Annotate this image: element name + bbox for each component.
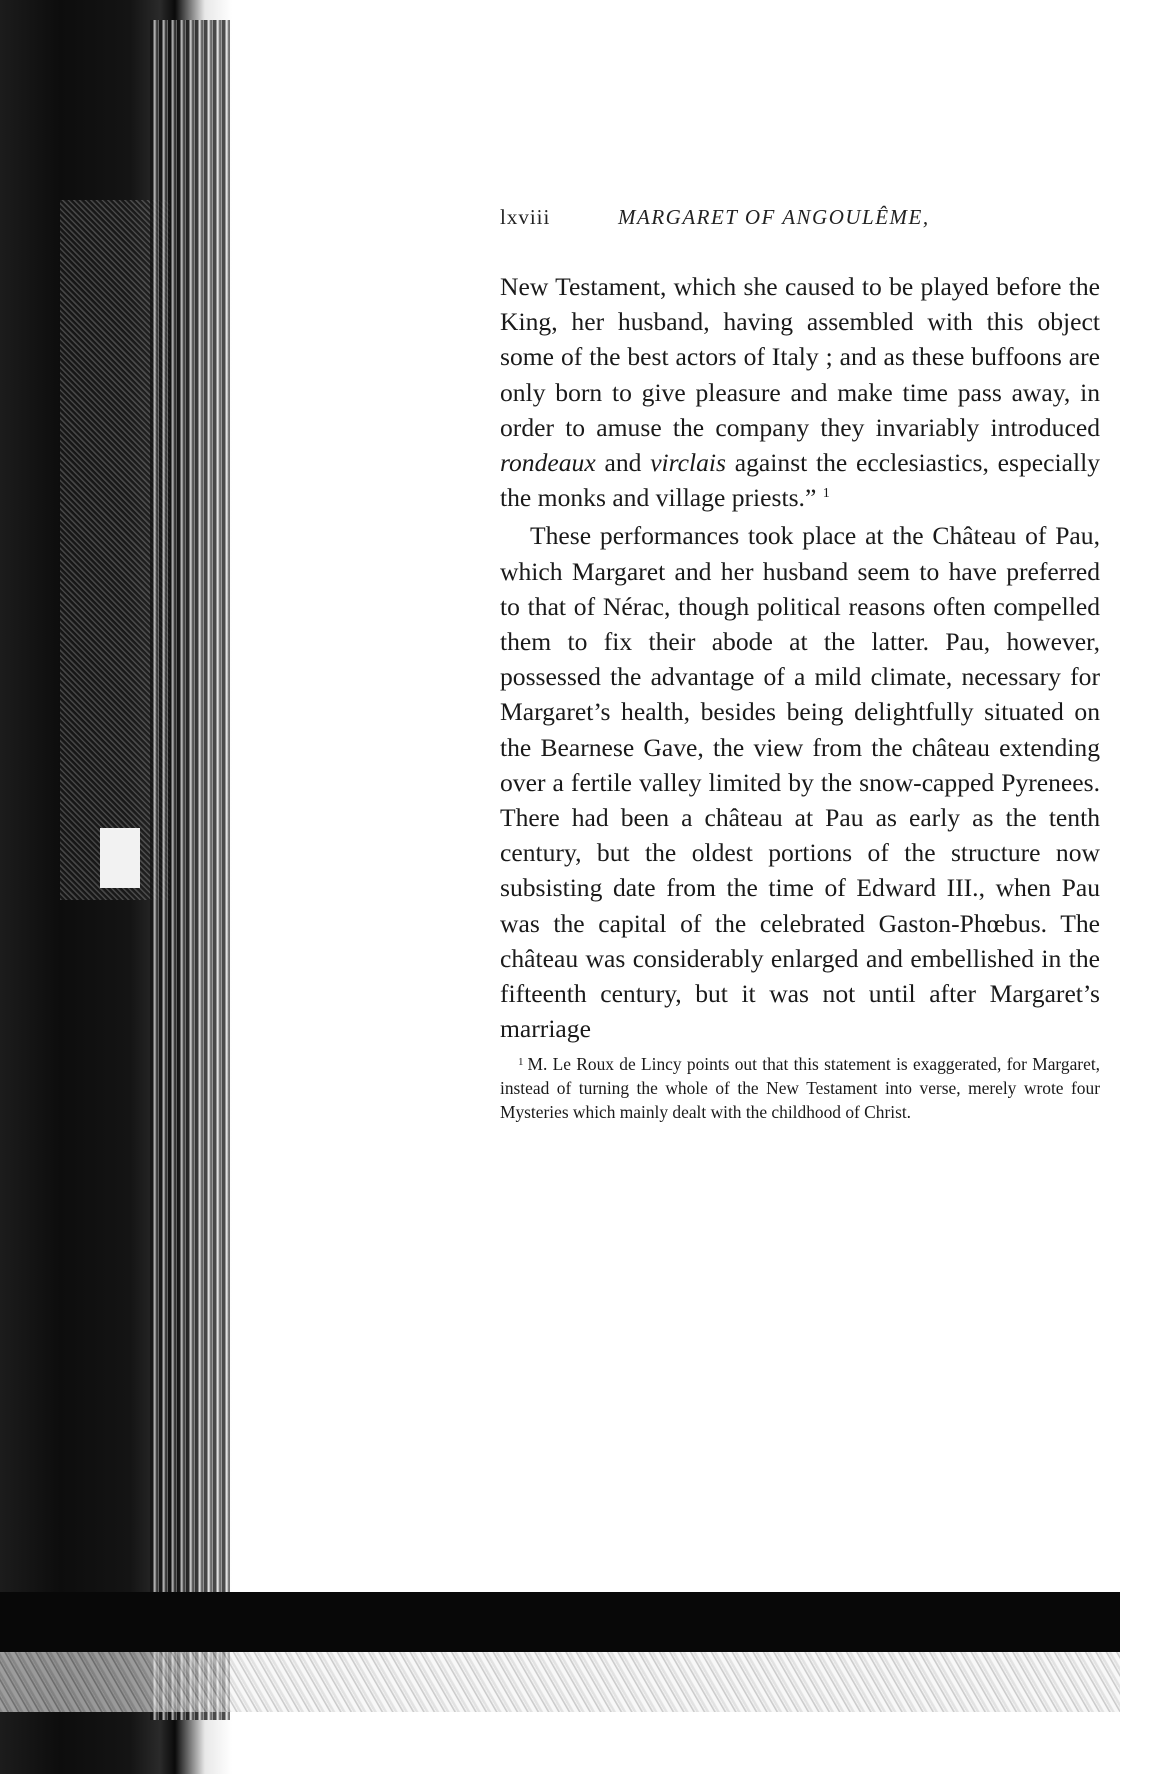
paragraph-2: These performances took place at the Château of Pau, which Margaret and her husband seem to have preferred to that of Nérac, though political reasons often compelled them to fix their abode at the latter. Pau, however, possessed the advantage of a mild climate, necessary for Margaret’s health, besides being delightfully situated on the Bearnese Gave, the view from the château extending over a fertile valley limited by the snow-capped Pyrenees. There had been a château at Pau as early as the tenth century, but the oldest portions of the structure now subsisting date from the time of Edward III., when Pau was the capital of the celebrated Gaston-Phœbus. The château was considerably enlarged and embellished in the fifteenth century, but it was not until after Margaret’s marriage	[500, 521, 1100, 1044]
page-number: lxviii	[500, 205, 551, 229]
book-page	[500, 205, 1100, 1124]
scan-bottom-texture	[0, 1652, 1120, 1712]
footnote-reference: 1	[822, 486, 830, 502]
footnotes	[500, 1052, 1100, 1124]
running-title: MARGARET OF ANGOULÊME,	[618, 205, 930, 229]
paragraph-1-text-c: against the ecclesiastics, especially the monks and village priests.”	[500, 448, 1100, 513]
body-text	[500, 269, 1100, 1046]
footnote-1	[500, 1052, 1100, 1124]
scan-gutter-notch	[100, 828, 140, 888]
paragraph-1-text-b: and	[595, 448, 651, 478]
paragraph-1	[500, 269, 1100, 515]
scan-bottom-edge	[0, 1592, 1120, 1652]
italic-term-virclais: virclais	[650, 448, 727, 478]
italic-term-rondeaux: rondeaux	[500, 448, 596, 478]
paragraph-1-text-a: New Testament, which she caused to be played before the King, her husband, having assembled with this object some of the best actors of Italy ; and as these buffoons are only born to give pleasure and make time pass away, in order to amuse the company they invariably introduced	[500, 272, 1100, 442]
running-head	[500, 205, 1100, 249]
scan-page-edges	[150, 20, 230, 1720]
footnote-text: M. Le Roux de Lincy points out that this statement is exaggerated, for Margaret, instead of turning the whole of the New Testament into verse, merely wrote four Mysteries which mainly dealt with the childhood of Christ.	[500, 1054, 1100, 1123]
footnote-marker: 1	[518, 1056, 524, 1069]
